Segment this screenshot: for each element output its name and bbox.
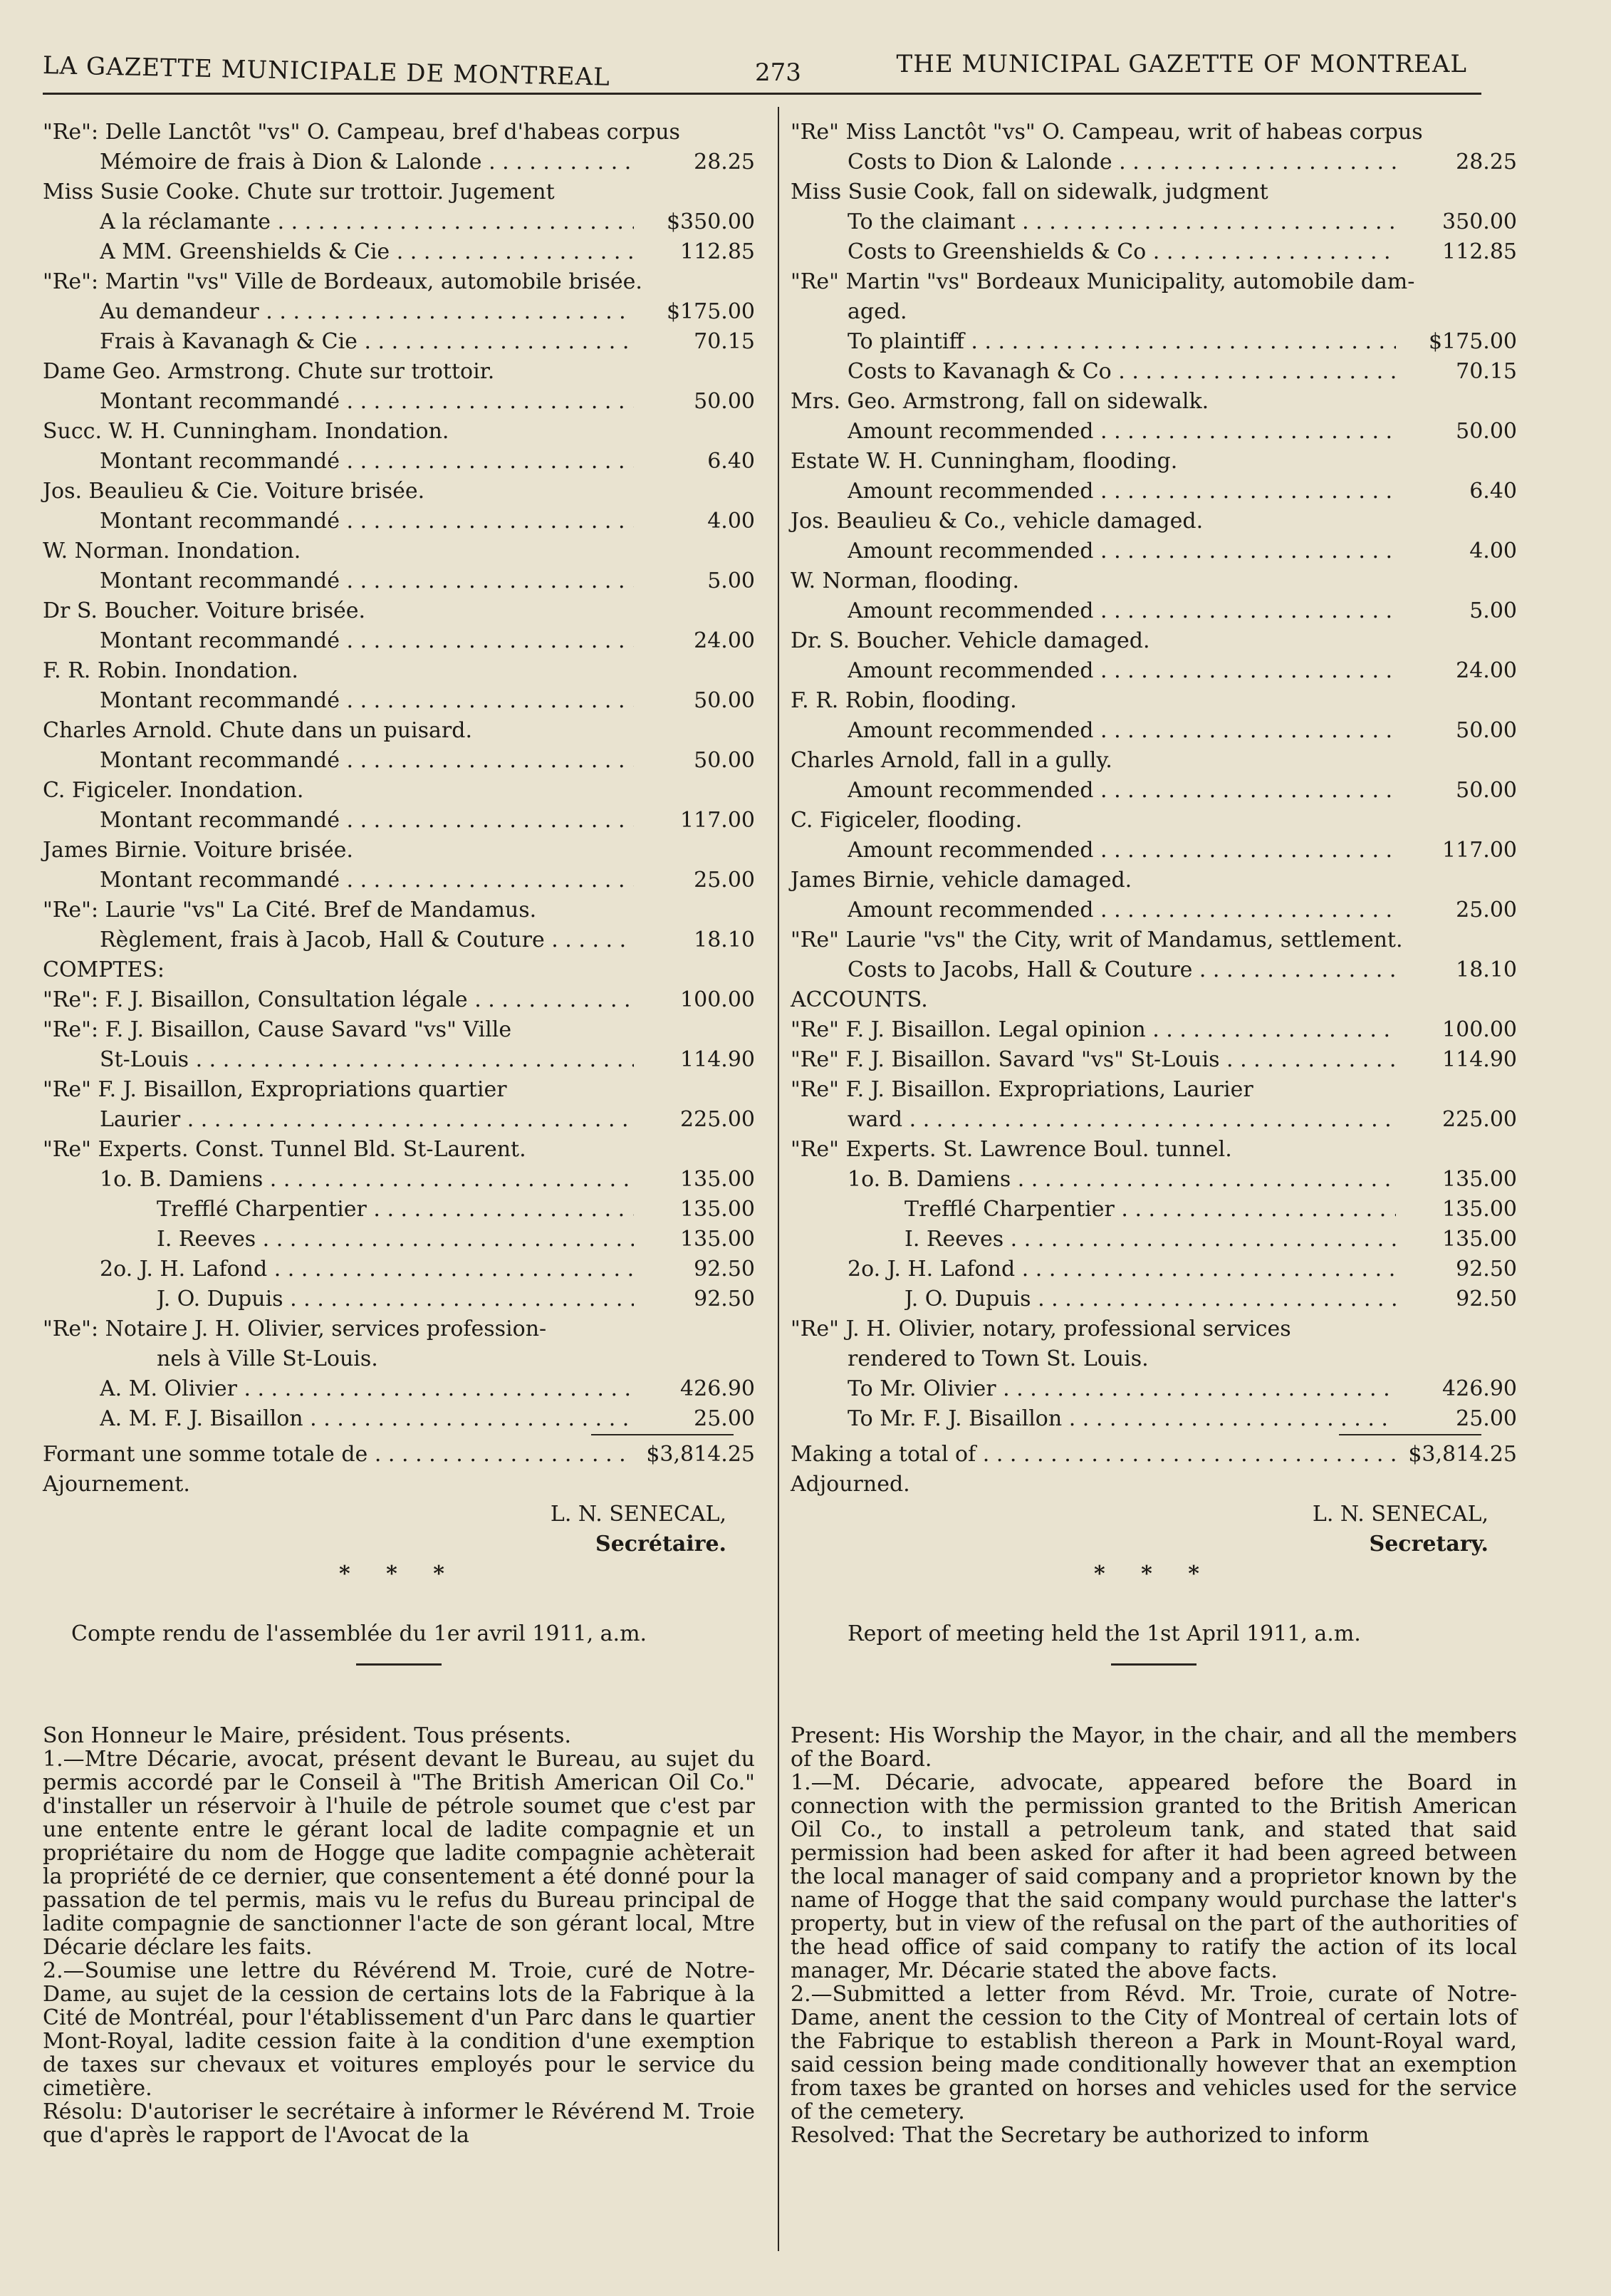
ledger-heading: Dr. S. Boucher. Vehicle damaged. — [791, 628, 1150, 653]
entry-label: St-Louis . . . — [100, 1045, 634, 1075]
ledger-entry — [791, 1165, 1517, 1195]
ledger-heading: ACCOUNTS. — [791, 987, 928, 1012]
ledger-entry — [791, 207, 1517, 237]
entry-label: "Re" F. J. Bisaillon. Savard "vs" St-Louis . . . — [791, 1045, 1396, 1075]
entry-label: Montant recommandé . . . — [100, 507, 634, 536]
ledger-entry — [43, 447, 755, 477]
entry-label: Costs to Jacobs, Hall & Couture . . . — [848, 955, 1396, 985]
ledger-heading: aged. — [848, 299, 907, 324]
entry-amount: 5.00 — [707, 568, 755, 593]
ledger-entry — [791, 1225, 1517, 1255]
ledger-entry — [43, 147, 755, 177]
entry-amount: 225.00 — [680, 1107, 755, 1132]
total-amount: $3,814.25 — [646, 1442, 755, 1467]
entry-amount: 24.00 — [694, 628, 755, 653]
total-label: Formant une somme totale de . . . — [43, 1440, 634, 1470]
entry-label: To Mr. F. J. Bisaillon . . . — [848, 1404, 1396, 1434]
ledger-heading: Mrs. Geo. Armstrong, fall on sidewalk. — [791, 389, 1209, 414]
entry-label: Trefflé Charpentier . . . — [157, 1195, 634, 1225]
entry-amount: 50.00 — [694, 389, 755, 414]
entry-amount: 117.00 — [1442, 838, 1517, 863]
section-rule — [1111, 1663, 1196, 1694]
ledger-heading: Dr S. Boucher. Voiture brisée. — [43, 598, 366, 623]
entry-label: Montant recommandé . . . — [100, 686, 634, 716]
ledger-entry — [791, 596, 1517, 626]
ledger-entry — [791, 1105, 1517, 1135]
entry-label: Montant recommandé . . . — [100, 866, 634, 895]
ledger-heading: Charles Arnold, fall in a gully. — [791, 748, 1112, 773]
entry-amount: 117.00 — [680, 808, 755, 833]
entry-amount: 112.85 — [680, 239, 755, 264]
resolution-paragraph: Résolu: D'autoriser le secrétaire à informer le Révérend M. Troie que d'après le rapport de l'Avocat de la — [43, 2099, 755, 2148]
page-number: 273 — [755, 58, 801, 87]
ledger-heading: "Re": Martin "vs" Ville de Bordeaux, automobile brisée. — [43, 269, 642, 294]
entry-amount: 6.40 — [1469, 479, 1517, 504]
ledger-heading: Jos. Beaulieu & Co., vehicle damaged. — [791, 509, 1204, 534]
ledger-entry — [791, 1255, 1517, 1284]
header-english-title: THE MUNICIPAL GAZETTE OF MONTREAL — [896, 50, 1467, 78]
ledger-heading: nels à Ville St-Louis. — [157, 1346, 378, 1371]
entry-amount: 25.00 — [694, 1406, 755, 1431]
entry-label: Règlement, frais à Jacob, Hall & Couture . . . — [100, 925, 634, 955]
entry-label: J. O. Dupuis . . . — [904, 1284, 1396, 1314]
entry-label: Costs to Dion & Lalonde . . . — [848, 147, 1396, 177]
entry-amount: 18.10 — [694, 928, 755, 952]
total-row — [791, 1440, 1517, 1470]
ledger-heading: "Re": Notaire J. H. Olivier, services profession- — [43, 1316, 547, 1341]
entry-label: Montant recommandé . . . — [100, 387, 634, 417]
ledger-heading: W. Norman, flooding. — [791, 568, 1020, 593]
entry-label: I. Reeves . . . — [904, 1225, 1396, 1255]
ledger-entry — [43, 1165, 755, 1195]
ledger-heading: F. R. Robin. Inondation. — [43, 658, 298, 683]
ledger-heading: Estate W. H. Cunningham, flooding. — [791, 449, 1178, 474]
entry-amount: 4.00 — [707, 509, 755, 534]
ledger-entry — [43, 387, 755, 417]
entry-amount: 6.40 — [707, 449, 755, 474]
entry-amount: 225.00 — [1442, 1107, 1517, 1132]
ledger-entry — [791, 1195, 1517, 1225]
english-ledger — [791, 118, 1517, 1434]
entry-label: To Mr. Olivier . . . — [848, 1374, 1396, 1404]
total-label: Making a total of . . . — [791, 1440, 1396, 1470]
ledger-entry — [43, 1225, 755, 1255]
entry-amount: 135.00 — [680, 1167, 755, 1192]
entry-amount: $350.00 — [666, 209, 755, 234]
entry-amount: 4.00 — [1469, 539, 1517, 563]
ledger-entry — [43, 1284, 755, 1314]
report-title: Compte rendu de l'assemblée du 1er avril 1911, a.m. — [71, 1621, 647, 1646]
entry-label: Mémoire de frais à Dion & Lalonde . . . — [100, 147, 634, 177]
entry-amount: 426.90 — [680, 1376, 755, 1401]
total-rule — [1339, 1434, 1481, 1440]
section-stars: * * * — [1094, 1562, 1214, 1586]
ledger-entry — [43, 1374, 755, 1404]
entry-amount: 350.00 — [1442, 209, 1517, 234]
signature-title: Secrétaire. — [595, 1532, 726, 1557]
ledger-heading: "Re": Delle Lanctôt "vs" O. Campeau, bref d'habeas corpus — [43, 120, 680, 145]
ledger-entry — [791, 1015, 1517, 1045]
entry-label: "Re" F. J. Bisaillon. Legal opinion . . . — [791, 1015, 1396, 1045]
ledger-heading: Charles Arnold. Chute dans un puisard. — [43, 718, 472, 743]
ledger-entry — [43, 806, 755, 836]
ledger-entry — [791, 895, 1517, 925]
entry-amount: 18.10 — [1456, 957, 1517, 982]
ledger-entry — [43, 327, 755, 357]
french-ledger — [43, 118, 755, 1434]
paragraph-1: 1.—M. Décarie, advocate, appeared before the Board in connection with the permission granted to the British American Oil Co., to install a petroleum tank, and stated that said permission had been asked for after it had been agreed between the local manager of said company and a proprietor known by the name of Hogge that the said company would purchase the latter's property, but in view of the refusal on the part of the authorities of the head office of said company to ratify the action of its local manager, Mr. Décarie stated the above facts. — [791, 1770, 1517, 1983]
section-rule — [356, 1663, 442, 1694]
entry-label: ward . . . — [848, 1105, 1396, 1135]
entry-label: Frais à Kavanagh & Cie . . . — [100, 327, 634, 357]
ledger-heading: "Re" F. J. Bisaillon, Expropriations quartier — [43, 1077, 507, 1102]
entry-label: Montant recommandé . . . — [100, 566, 634, 596]
entry-amount: 50.00 — [694, 688, 755, 713]
entry-amount: 114.90 — [680, 1047, 755, 1072]
ledger-entry — [791, 1404, 1517, 1434]
french-column — [43, 118, 755, 2147]
ledger-entry — [43, 207, 755, 237]
ledger-entry — [43, 686, 755, 716]
ledger-entry — [791, 1284, 1517, 1314]
entry-amount: 5.00 — [1469, 598, 1517, 623]
entry-label: Laurier . . . — [100, 1105, 634, 1135]
entry-label: To the claimant . . . — [848, 207, 1396, 237]
entry-amount: 70.15 — [1456, 359, 1517, 384]
ledger-entry — [791, 836, 1517, 866]
entry-amount: 24.00 — [1456, 658, 1517, 683]
ledger-entry — [43, 1045, 755, 1075]
entry-label: Amount recommended . . . — [848, 596, 1396, 626]
ledger-entry — [791, 477, 1517, 507]
ledger-heading: F. R. Robin, flooding. — [791, 688, 1017, 713]
ledger-entry — [43, 1195, 755, 1225]
adjourned-label: Adjourned. — [791, 1472, 910, 1497]
ledger-entry — [43, 237, 755, 267]
total-row — [43, 1440, 755, 1470]
header-rule — [43, 93, 1481, 95]
entry-label: Trefflé Charpentier . . . — [904, 1195, 1396, 1225]
ledger-heading: "Re": Laurie "vs" La Cité. Bref de Mandamus. — [43, 898, 537, 923]
ledger-heading: "Re" J. H. Olivier, notary, professional services — [791, 1316, 1291, 1341]
ledger-heading: Jos. Beaulieu & Cie. Voiture brisée. — [43, 479, 425, 504]
ledger-heading: James Birnie. Voiture brisée. — [43, 838, 353, 863]
ledger-heading: "Re" Experts. St. Lawrence Boul. tunnel. — [791, 1137, 1232, 1162]
ledger-entry — [43, 507, 755, 536]
ledger-entry — [43, 985, 755, 1015]
entry-amount: 28.25 — [1456, 150, 1517, 175]
paragraph-1: 1.—Mtre Décarie, avocat, présent devant le Bureau, au sujet du permis accordé par le Conseil à "The British American Oil Co." d'installer un réservoir à l'huile de pétrole soumet que c'est par une entente entre le gérant local de ladite compagnie et un propriétaire du nom de Hogge que ladite compagnie achèterait la propriété de ce dernier, que consentement a été donné pour la passation de tel permis, mais vu le refus du Bureau principal de ladite compagnie de sanctionner l'acte de son gérant local, Mtre Décarie déclare les faits. — [43, 1747, 755, 1960]
entry-label: Amount recommended . . . — [848, 836, 1396, 866]
entry-label: 1o. B. Damiens . . . — [848, 1165, 1396, 1195]
report-title: Report of meeting held the 1st April 1911, a.m. — [848, 1621, 1361, 1646]
ledger-entry — [791, 716, 1517, 746]
total-amount: $3,814.25 — [1408, 1442, 1517, 1467]
entry-label: A la réclamante . . . — [100, 207, 634, 237]
ledger-entry — [791, 536, 1517, 566]
resolution-paragraph: Resolved: That the Secretary be authorized to inform — [791, 2123, 1370, 2148]
entry-amount: 100.00 — [1442, 1017, 1517, 1042]
ledger-entry — [43, 297, 755, 327]
ledger-entry — [43, 925, 755, 955]
present-paragraph: Present: His Worship the Mayor, in the chair, and all the members of the Board. — [791, 1723, 1517, 1772]
entry-label: A. M. Olivier . . . — [100, 1374, 634, 1404]
ledger-entry — [43, 1404, 755, 1434]
entry-amount: 100.00 — [680, 987, 755, 1012]
entry-amount: 135.00 — [1442, 1227, 1517, 1252]
ledger-heading: "Re": F. J. Bisaillon, Cause Savard "vs" Ville — [43, 1017, 512, 1042]
ledger-entry — [791, 147, 1517, 177]
entry-label: I. Reeves . . . — [157, 1225, 634, 1255]
entry-label: "Re": F. J. Bisaillon, Consultation légale . . . — [43, 985, 634, 1015]
entry-amount: 28.25 — [694, 150, 755, 175]
ledger-heading: "Re" Experts. Const. Tunnel Bld. St-Laurent. — [43, 1137, 526, 1162]
entry-amount: 25.00 — [1456, 898, 1517, 923]
ledger-heading: Dame Geo. Armstrong. Chute sur trottoir. — [43, 359, 495, 384]
entry-label: Costs to Greenshields & Co . . . — [848, 237, 1396, 267]
entry-label: Montant recommandé . . . — [100, 626, 634, 656]
entry-amount: 92.50 — [1456, 1257, 1517, 1282]
header-french-title: LA GAZETTE MUNICIPALE DE MONTREAL — [42, 51, 611, 92]
signature-name: L. N. SENECAL, — [550, 1502, 726, 1527]
ledger-heading: rendered to Town St. Louis. — [848, 1346, 1149, 1371]
present-paragraph: Son Honneur le Maire, président. Tous présents. — [43, 1723, 571, 1748]
ledger-heading: "Re" Miss Lanctôt "vs" O. Campeau, writ of habeas corpus — [791, 120, 1423, 145]
ledger-heading: Miss Susie Cook, fall on sidewalk, judgment — [791, 180, 1268, 204]
ledger-entry — [43, 1105, 755, 1135]
entry-label: A. M. F. J. Bisaillon . . . — [100, 1404, 634, 1434]
entry-amount: 92.50 — [694, 1287, 755, 1311]
ledger-heading: Succ. W. H. Cunningham. Inondation. — [43, 419, 449, 444]
ledger-heading: Miss Susie Cooke. Chute sur trottoir. Jugement — [43, 180, 555, 204]
ledger-entry — [791, 656, 1517, 686]
ledger-heading: C. Figiceler, flooding. — [791, 808, 1023, 833]
ledger-heading: "Re" Laurie "vs" the City, writ of Mandamus, settlement. — [791, 928, 1403, 952]
total-rule — [591, 1434, 734, 1440]
ledger-entry — [791, 1045, 1517, 1075]
ledger-entry — [791, 1374, 1517, 1404]
entry-amount: 50.00 — [1456, 419, 1517, 444]
ledger-entry — [43, 1255, 755, 1284]
ledger-entry — [791, 776, 1517, 806]
entry-label: Amount recommended . . . — [848, 656, 1396, 686]
ledger-entry — [43, 746, 755, 776]
entry-label: Amount recommended . . . — [848, 895, 1396, 925]
entry-label: 2o. J. H. Lafond . . . — [100, 1255, 634, 1284]
entry-label: Montant recommandé . . . — [100, 447, 634, 477]
ledger-heading: C. Figiceler. Inondation. — [43, 778, 304, 803]
entry-amount: 70.15 — [694, 329, 755, 354]
entry-label: 2o. J. H. Lafond . . . — [848, 1255, 1396, 1284]
entry-label: To plaintiff . . . — [848, 327, 1396, 357]
ledger-entry — [791, 417, 1517, 447]
ledger-heading: COMPTES: — [43, 957, 165, 982]
entry-amount: 25.00 — [694, 868, 755, 893]
entry-label: Amount recommended . . . — [848, 417, 1396, 447]
ledger-heading: "Re" Martin "vs" Bordeaux Municipality, automobile dam- — [791, 269, 1415, 294]
entry-amount: 135.00 — [680, 1227, 755, 1252]
ledger-entry — [791, 327, 1517, 357]
entry-label: A MM. Greenshields & Cie . . . — [100, 237, 634, 267]
paragraph-2: 2.—Submitted a letter from Révd. Mr. Troie, curate of Notre-Dame, anent the cession to the City of Montreal of certain lots of the Fabrique to establish thereon a Park in Mount-Royal ward, said cession being made conditionally however that an exemption from taxes be granted on horses and vehicles used for the service of the cemetery. — [791, 1982, 1517, 2124]
ledger-heading: W. Norman. Inondation. — [43, 539, 301, 563]
adjourned-label: Ajournement. — [43, 1472, 190, 1497]
signature-title: Secretary. — [1369, 1532, 1489, 1557]
entry-amount: $175.00 — [1428, 329, 1517, 354]
paragraph-2: 2.—Soumise une lettre du Révérend M. Troie, curé de Notre-Dame, au sujet de la cession de certains lots de la Fabrique à la Cité de Montréal, pour l'établissement d'un Parc dans le quartier Mont-Royal, ladite cession faite à la condition d'une exemption de taxes sur chevaux et voitures employés pour le service du cimetière. — [43, 1958, 755, 2101]
entry-label: Amount recommended . . . — [848, 716, 1396, 746]
entry-amount: 135.00 — [680, 1197, 755, 1222]
entry-amount: 25.00 — [1456, 1406, 1517, 1431]
entry-amount: 112.85 — [1442, 239, 1517, 264]
entry-amount: $175.00 — [666, 299, 755, 324]
entry-label: J. O. Dupuis . . . — [157, 1284, 634, 1314]
entry-label: Amount recommended . . . — [848, 477, 1396, 507]
entry-label: Montant recommandé . . . — [100, 746, 634, 776]
signature-name: L. N. SENECAL, — [1312, 1502, 1489, 1527]
ledger-entry — [791, 357, 1517, 387]
entry-amount: 92.50 — [694, 1257, 755, 1282]
entry-label: Amount recommended . . . — [848, 776, 1396, 806]
entry-label: Amount recommended . . . — [848, 536, 1396, 566]
entry-amount: 50.00 — [1456, 778, 1517, 803]
entry-amount: 114.90 — [1442, 1047, 1517, 1072]
ledger-entry — [791, 237, 1517, 267]
entry-amount: 426.90 — [1442, 1376, 1517, 1401]
ledger-entry — [43, 866, 755, 895]
ledger-entry — [43, 626, 755, 656]
entry-label: Au demandeur . . . — [100, 297, 634, 327]
page-header — [43, 37, 1467, 101]
entry-label: Costs to Kavanagh & Co . . . — [848, 357, 1396, 387]
entry-amount: 135.00 — [1442, 1167, 1517, 1192]
entry-amount: 135.00 — [1442, 1197, 1517, 1222]
ledger-entry — [43, 566, 755, 596]
entry-amount: 50.00 — [694, 748, 755, 773]
ledger-heading: James Birnie, vehicle damaged. — [791, 868, 1132, 893]
entry-amount: 92.50 — [1456, 1287, 1517, 1311]
entry-amount: 50.00 — [1456, 718, 1517, 743]
english-column — [791, 118, 1517, 2147]
ledger-heading: "Re" F. J. Bisaillon. Expropriations, Laurier — [791, 1077, 1253, 1102]
section-stars: * * * — [339, 1562, 459, 1586]
ledger-entry — [791, 955, 1517, 985]
column-divider — [778, 107, 779, 2251]
entry-label: Montant recommandé . . . — [100, 806, 634, 836]
entry-label: 1o. B. Damiens . . . — [100, 1165, 634, 1195]
